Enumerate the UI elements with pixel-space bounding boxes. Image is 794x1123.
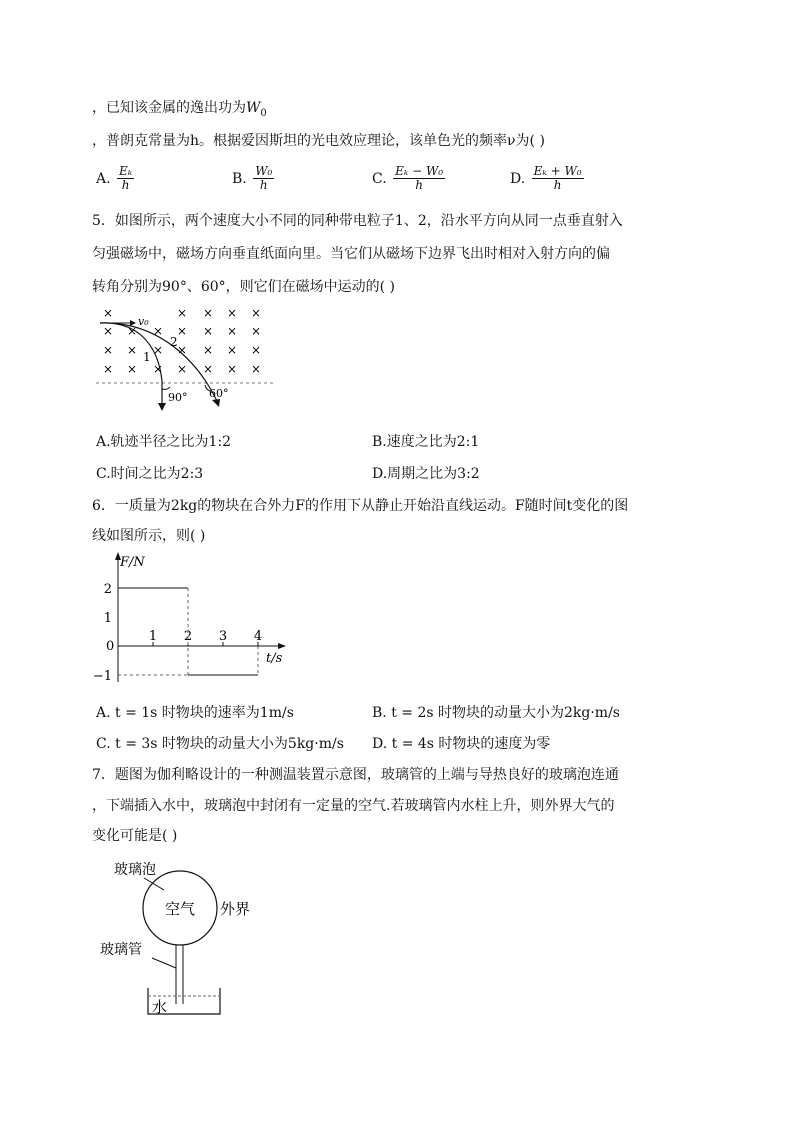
field-cross: × bbox=[226, 306, 238, 320]
angle-60-label: 60° bbox=[209, 387, 229, 400]
field-cross: × bbox=[202, 306, 214, 320]
angle-90-label: 90° bbox=[168, 391, 188, 404]
q4-option-d[interactable] bbox=[510, 165, 584, 192]
field-cross: × bbox=[226, 343, 238, 357]
air-label: 空气 bbox=[165, 900, 196, 918]
fraction bbox=[532, 165, 584, 192]
fraction bbox=[253, 165, 274, 192]
bulb-label: 玻璃泡 bbox=[114, 862, 156, 878]
field-cross: × bbox=[152, 343, 164, 357]
field-cross: × bbox=[152, 362, 164, 376]
numerator: Eₖ + W₀ bbox=[533, 164, 582, 178]
x-tick-label: 4 bbox=[253, 629, 263, 644]
q4-line-1 bbox=[92, 99, 267, 123]
y-ticks bbox=[92, 582, 115, 684]
q5-option-c[interactable]: C.时间之比为2:3 bbox=[96, 466, 204, 482]
denominator: h bbox=[553, 178, 562, 192]
fraction bbox=[117, 165, 134, 192]
y-axis-label: F/N bbox=[120, 555, 145, 570]
field-cross: × bbox=[102, 362, 114, 376]
x-tick-label: 2 bbox=[183, 629, 193, 644]
bulb-label-leader bbox=[144, 878, 164, 890]
denominator: h bbox=[415, 178, 423, 192]
field-cross: × bbox=[176, 362, 188, 376]
field-cross: × bbox=[250, 362, 262, 376]
option-label: A. bbox=[96, 170, 111, 187]
work-function-symbol: W bbox=[246, 100, 261, 116]
field-crosses bbox=[103, 306, 261, 376]
q7-line-1: 7．题图为伽利略设计的一种测温装置示意图，玻璃管的上端与导热良好的玻璃泡连通 bbox=[92, 767, 619, 783]
v0-label: v₀ bbox=[138, 315, 149, 328]
tube-label-leader bbox=[152, 958, 176, 968]
q6-line-1: 6．一质量为2kg的物块在合外力F的作用下从静止开始沿直线运动。F随时间t变化的图 bbox=[92, 498, 629, 514]
arrowhead-1 bbox=[158, 403, 166, 411]
q6-line-2: 线如图所示，则( ) bbox=[92, 528, 206, 544]
q4-option-b[interactable] bbox=[232, 165, 274, 192]
q6-option-b[interactable]: B. t = 2s 时物块的动量大小为2kg·m/s bbox=[372, 705, 620, 721]
option-label: C. bbox=[372, 170, 387, 187]
q5-option-a[interactable]: A.轨迹半径之比为1:2 bbox=[96, 434, 232, 450]
q6-option-d[interactable]: D. t = 4s 时物块的速度为零 bbox=[372, 736, 551, 752]
x-axis-label: t/s bbox=[266, 651, 283, 666]
thermometer-figure bbox=[96, 856, 296, 1016]
tube-label: 玻璃管 bbox=[100, 942, 142, 958]
field-cross: × bbox=[102, 324, 114, 338]
q4-line-1-text: ，已知该金属的逸出功为 bbox=[92, 100, 246, 116]
particle-2-label: 2 bbox=[170, 335, 178, 349]
force-time-graph bbox=[92, 552, 296, 687]
fraction bbox=[393, 165, 445, 192]
field-cross: × bbox=[152, 324, 164, 338]
field-cross: × bbox=[250, 343, 262, 357]
y-tick-label: 1 bbox=[103, 611, 112, 626]
option-label: B. bbox=[232, 170, 247, 187]
field-cross: × bbox=[202, 362, 214, 376]
denominator: h bbox=[259, 178, 268, 192]
q5-line-2: 匀强磁场中，磁场方向垂直纸面向里。当它们从磁场下边界飞出时相对入射方向的偏 bbox=[92, 246, 610, 262]
outside-label: 外界 bbox=[220, 900, 251, 918]
origin-label: 0 bbox=[106, 639, 115, 654]
denominator: h bbox=[121, 178, 130, 192]
field-cross: × bbox=[176, 306, 188, 320]
x-ticks bbox=[149, 629, 262, 646]
field-cross: × bbox=[102, 343, 114, 357]
numerator: Eₖ bbox=[119, 164, 133, 178]
x-tick-label: 3 bbox=[218, 629, 228, 644]
y-tick-label: −1 bbox=[92, 669, 112, 684]
q5-line-3: 转角分别为90°、60°，则它们在磁场中运动的( ) bbox=[92, 279, 396, 295]
numerator: W₀ bbox=[255, 164, 273, 178]
x-tick-label: 1 bbox=[148, 629, 158, 644]
field-cross: × bbox=[226, 324, 238, 338]
arrowhead-2 bbox=[212, 399, 220, 407]
q6-option-c[interactable]: C. t = 3s 时物块的动量大小为5kg·m/s bbox=[96, 736, 344, 752]
field-cross: × bbox=[176, 343, 188, 357]
field-cross: × bbox=[202, 324, 214, 338]
q6-option-a[interactable]: A. t = 1s 时物块的速率为1m/s bbox=[96, 705, 294, 721]
field-cross: × bbox=[126, 343, 138, 357]
field-cross: × bbox=[202, 343, 214, 357]
field-cross: × bbox=[126, 362, 138, 376]
q5-option-b[interactable]: B.速度之比为2:1 bbox=[372, 434, 480, 450]
option-label: D. bbox=[510, 170, 526, 187]
field-cross: × bbox=[102, 306, 114, 320]
water-label: 水 bbox=[152, 998, 168, 1016]
field-cross: × bbox=[126, 324, 138, 338]
q4-line-2: ，普朗克常量为h。根据爱因斯坦的光电效应理论，该单色光的频率ν为( ) bbox=[92, 133, 545, 149]
q7-line-2: ，下端插入水中，玻璃泡中封闭有一定量的空气.若玻璃管内水柱上升，则外界大气的 bbox=[92, 798, 615, 814]
angle-arc-1 bbox=[162, 387, 170, 389]
work-function-subscript: 0 bbox=[260, 107, 267, 119]
q5-option-d[interactable]: D.周期之比为3:2 bbox=[372, 466, 480, 482]
magnetic-field-figure bbox=[96, 303, 276, 415]
field-cross: × bbox=[250, 306, 262, 320]
q4-option-c[interactable] bbox=[372, 165, 445, 192]
field-cross: × bbox=[226, 362, 238, 376]
field-cross: × bbox=[250, 324, 262, 338]
q7-line-3: 变化可能是( ) bbox=[92, 828, 178, 844]
field-cross: × bbox=[176, 324, 188, 338]
q5-line-1: 5．如图所示，两个速度大小不同的同种带电粒子1、2，沿水平方向从同一点垂直射入 bbox=[92, 213, 623, 229]
y-tick-label: 2 bbox=[103, 582, 112, 597]
q4-option-a[interactable] bbox=[96, 165, 134, 192]
x-axis-arrow bbox=[278, 643, 286, 649]
particle-1-label: 1 bbox=[143, 350, 151, 364]
numerator: Eₖ − W₀ bbox=[395, 164, 444, 178]
